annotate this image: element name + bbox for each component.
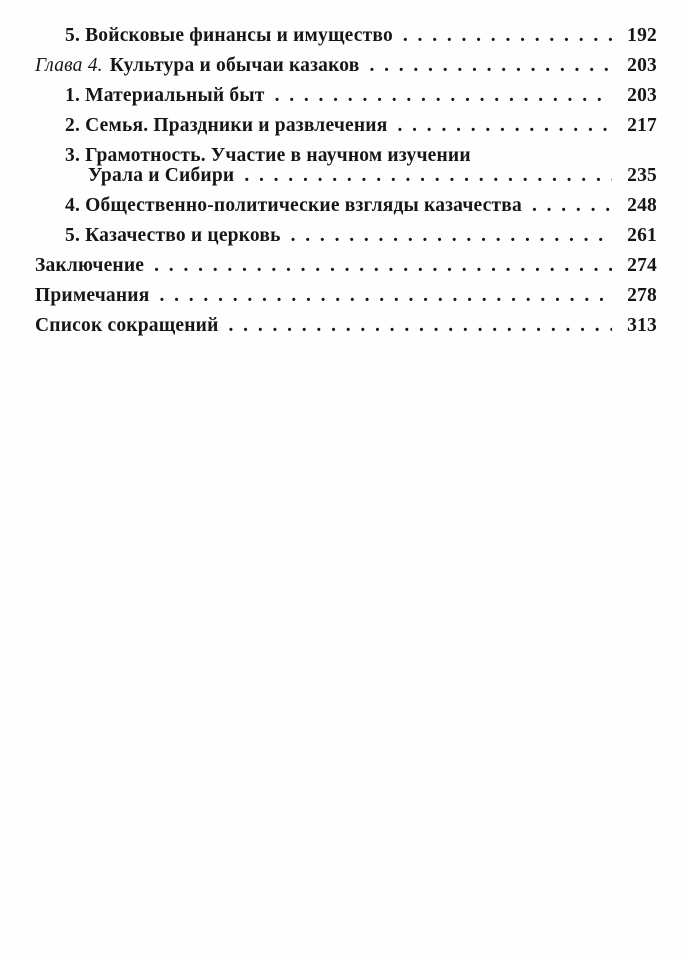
toc-entry-label: Заключение <box>35 255 145 276</box>
toc-entry-row <box>35 56 657 76</box>
dot-leader <box>244 166 612 186</box>
toc-entry-row <box>35 226 657 246</box>
toc-entry-row <box>35 146 657 166</box>
toc-page-number: 261 <box>627 225 657 246</box>
toc-entry-row <box>35 196 657 216</box>
toc-page-number: 313 <box>627 315 657 336</box>
toc-page-number: 235 <box>627 165 657 186</box>
toc-entry-label-continued: Урала и Сибири <box>88 165 235 186</box>
toc-entry-wrap-row <box>35 166 657 186</box>
toc-entry-label: 5. Казачество и церковь <box>65 225 281 246</box>
toc-page-number: 192 <box>627 25 657 46</box>
toc-entry-row <box>35 256 657 276</box>
dot-leader <box>275 86 612 106</box>
toc-page-number: 203 <box>627 55 657 76</box>
toc-page-number: 278 <box>627 285 657 306</box>
dot-leader <box>398 116 613 136</box>
dot-leader <box>369 56 612 76</box>
dot-leader <box>159 286 612 306</box>
toc-entry-label: Список сокращений <box>35 315 219 336</box>
toc-entry-label: 3. Грамотность. Участие в научном изучении <box>65 145 471 166</box>
toc-chapter-label <box>35 56 359 76</box>
toc-entry-row <box>35 86 657 106</box>
toc-page-number: 217 <box>627 115 657 136</box>
toc-page-number: 203 <box>627 85 657 106</box>
dot-leader <box>291 226 612 246</box>
toc-entry-row <box>35 116 657 136</box>
toc-entry-row <box>35 26 657 46</box>
toc-entry-label: Примечания <box>35 285 150 306</box>
dot-leader <box>229 316 612 336</box>
toc-entry-label: 5. Войсковые финансы и имущество <box>65 25 393 46</box>
toc-page-number: 248 <box>627 195 657 216</box>
toc-entry-label: 2. Семья. Праздники и развлечения <box>65 115 388 136</box>
dot-leader <box>403 26 612 46</box>
dot-leader <box>154 256 612 276</box>
toc-chapter-number: Глава 4. <box>35 55 103 76</box>
toc-chapter-title: Культура и обычаи казаков <box>109 55 360 76</box>
toc-entry-row <box>35 316 657 336</box>
toc-entry-row <box>35 286 657 306</box>
toc-page-number: 274 <box>627 255 657 276</box>
toc-entry-label: 4. Общественно-политические взгляды казачества <box>65 195 522 216</box>
toc-entry-label: 1. Материальный быт <box>65 85 265 106</box>
dot-leader <box>532 196 612 216</box>
